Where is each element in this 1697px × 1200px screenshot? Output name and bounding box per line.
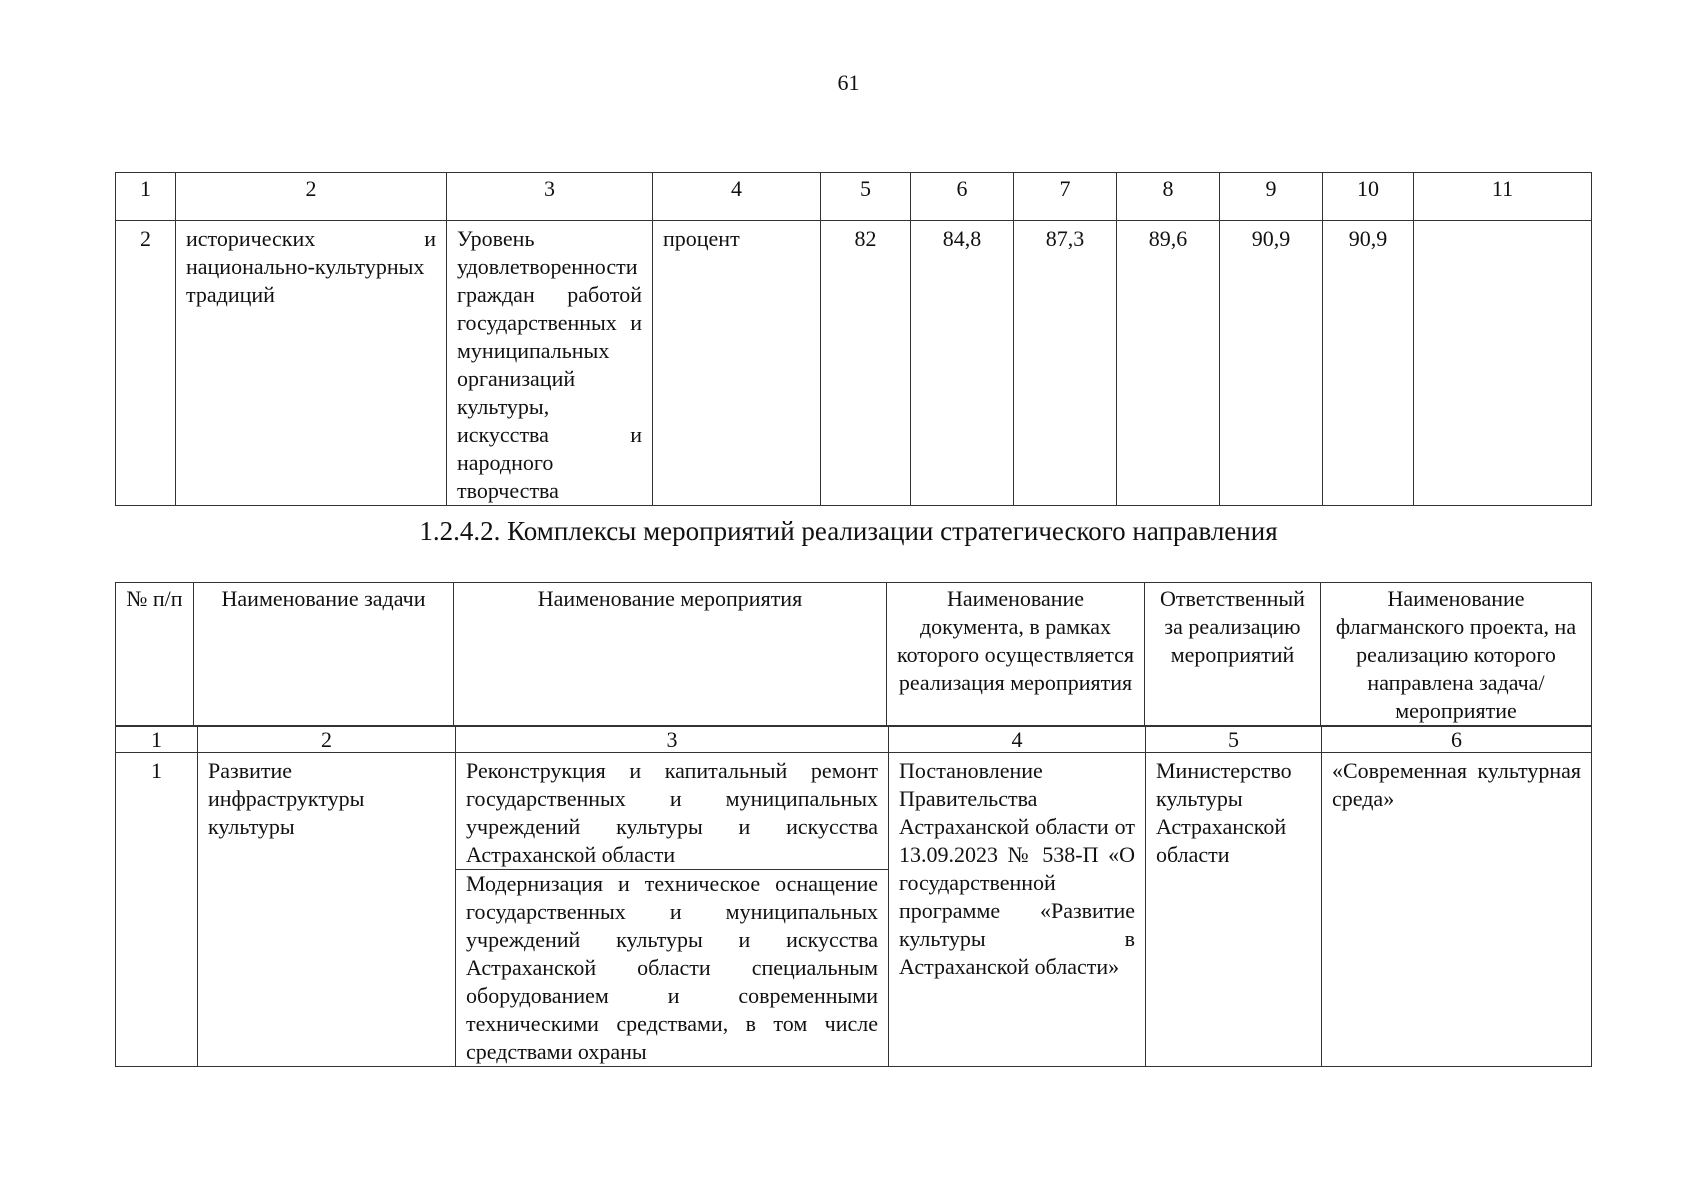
document-name: Постановление Правительства Астраханской области от 13.09.2023 № 538-П «О государственной программе «Развитие культуры в Астраханской области» [889, 753, 1146, 1067]
page-number: 61 [837, 70, 860, 95]
unit-cell: процент [653, 221, 821, 506]
column-number: 6 [1322, 727, 1592, 753]
column-numbers-row [116, 727, 1592, 753]
column-number: 11 [1414, 173, 1592, 221]
indicator-name: Уровень удовлетворенности граждан работой государственных и муниципальных организаций культуры, искусства и народного творчества [447, 221, 653, 506]
section-title: 1.2.4.2. Комплексы мероприятий реализации стратегического направления [419, 516, 1278, 546]
column-number: 5 [821, 173, 911, 221]
value-cell: 89,6 [1117, 221, 1220, 506]
column-number: 2 [198, 727, 456, 753]
value-cell: 82 [821, 221, 911, 506]
header-task: Наименование задачи [194, 583, 454, 726]
value-cell: 87,3 [1014, 221, 1117, 506]
table-header-row [116, 583, 1592, 726]
activities-table [115, 726, 1592, 1067]
column-number: 9 [1220, 173, 1323, 221]
row-number: 1 [116, 753, 198, 1067]
column-number: 6 [911, 173, 1014, 221]
value-cell: 90,9 [1220, 221, 1323, 506]
value-cell: 84,8 [911, 221, 1014, 506]
column-number: 2 [176, 173, 447, 221]
value-cell: 90,9 [1323, 221, 1414, 506]
column-number: 3 [456, 727, 889, 753]
project-name: «Современная культурная среда» [1322, 753, 1592, 1067]
indicators-table [115, 172, 1592, 506]
column-number: 5 [1146, 727, 1322, 753]
column-number: 7 [1014, 173, 1117, 221]
column-number: 1 [116, 727, 198, 753]
event-item: Модернизация и техническое оснащение государственных и муниципальных учреждений культуры и искусства Астраханской области специальным оборудованием и современными техническими средствами, в том числе средствами охраны [456, 869, 888, 1066]
column-number: 4 [653, 173, 821, 221]
header-num: № п/п [116, 583, 194, 726]
event-item: Реконструкция и капитальный ремонт государственных и муниципальных учреждений культуры и искусства Астраханской области [466, 758, 878, 867]
column-number: 4 [889, 727, 1146, 753]
column-number: 3 [447, 173, 653, 221]
column-number: 10 [1323, 173, 1414, 221]
header-responsible: Ответственный за реализацию мероприятий [1145, 583, 1321, 726]
table-header-row [116, 173, 1592, 221]
direction-name: исторических и национально-культурных традиций [176, 221, 447, 506]
row-number: 2 [116, 221, 176, 506]
table-row [116, 753, 1592, 1067]
value-cell [1414, 221, 1592, 506]
events-cell [456, 753, 889, 1067]
activities-table-header [115, 582, 1592, 726]
header-document: Наименование документа, в рамках которого осуществляется реализация мероприятия [887, 583, 1145, 726]
task-name: Развитие инфраструктуры культуры [198, 753, 456, 1067]
header-project: Наименование флагманского проекта, на реализацию которого направлена задача/мероприятие [1321, 583, 1592, 726]
responsible-name: Министерство культуры Астраханской области [1146, 753, 1322, 1067]
table-row [116, 221, 1592, 506]
column-number: 1 [116, 173, 176, 221]
header-event: Наименование мероприятия [454, 583, 887, 726]
column-number: 8 [1117, 173, 1220, 221]
